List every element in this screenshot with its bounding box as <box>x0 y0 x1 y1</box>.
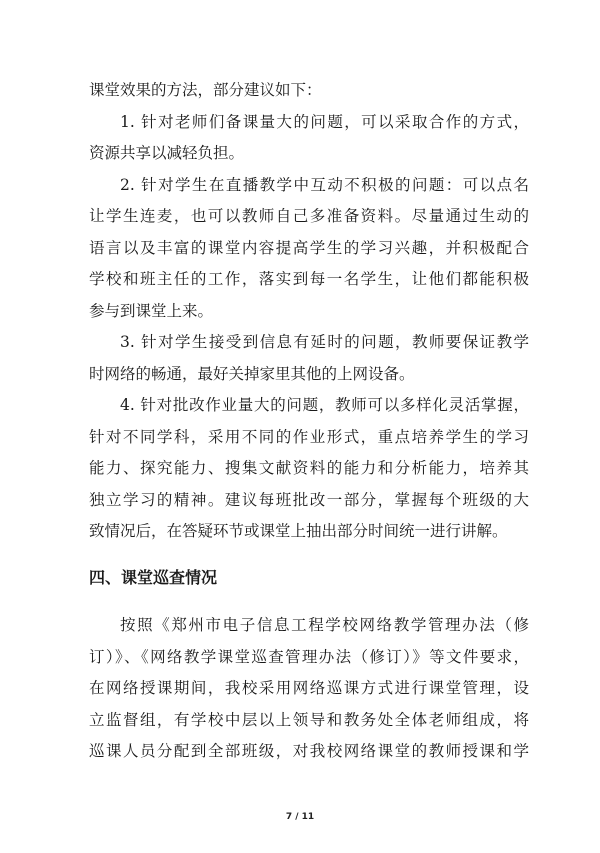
paragraph-line: 针对不同学科，采用不同的作业形式，重点培养学生的学习 <box>89 428 529 446</box>
paragraph-line: 在网络授课期间，我校采用网络巡课方式进行课堂管理，设 <box>89 679 529 697</box>
paragraph-line: 参与到课堂上来。 <box>89 302 214 320</box>
paragraph-line: 课堂效果的方法，部分建议如下： <box>89 81 322 99</box>
paragraph-line: 按照《郑州市电子信息工程学校网络教学管理办法（修 <box>120 616 529 634</box>
paragraph-line: 4. 针对批改作业量大的问题，教师可以多样化灵活掌握， <box>120 396 529 414</box>
paragraph-line: 立监督组，有学校中层以上领导和教务处全体老师组成，将 <box>89 711 529 729</box>
paragraph-line: 独立学习的精神。建议每班批改一部分，掌握每个班级的大 <box>89 491 529 509</box>
paragraph-line: 资源共享以减轻负担。 <box>89 144 245 162</box>
paragraph-line: 3. 针对学生接受到信息有延时的问题，教师要保证教学 <box>120 333 529 351</box>
paragraph-line: 语言以及丰富的课堂内容提高学生的学习兴趣，并积极配合 <box>89 239 529 257</box>
paragraph-line: 让学生连麦，也可以教师自己多准备资料。尽量通过生动的 <box>89 207 529 225</box>
section-heading: 四、课堂巡查情况 <box>89 568 218 587</box>
paragraph-line: 能力、探究能力、搜集文献资料的能力和分析能力，培养其 <box>89 459 529 477</box>
paragraph-line: 致情况后，在答疑环节或课堂上抽出部分时间统一进行讲解。 <box>89 522 508 540</box>
paragraph-line: 订）》、《网络教学课堂巡查管理办法（修订）》等文件要求， <box>89 648 529 666</box>
page-number: 7 / 11 <box>285 812 315 822</box>
paragraph-line: 时网络的畅通，最好关掉家里其他的上网设备。 <box>89 365 415 383</box>
paragraph-line: 1. 针对老师们备课量大的问题，可以采取合作的方式， <box>120 113 529 131</box>
paragraph-line: 巡课人员分配到全部班级，对我校网络课堂的教师授课和学 <box>89 742 529 760</box>
paragraph-line: 学校和班主任的工作，落实到每一名学生，让他们都能积极 <box>89 270 529 288</box>
paragraph-line: 2. 针对学生在直播教学中互动不积极的问题：可以点名 <box>120 176 529 194</box>
